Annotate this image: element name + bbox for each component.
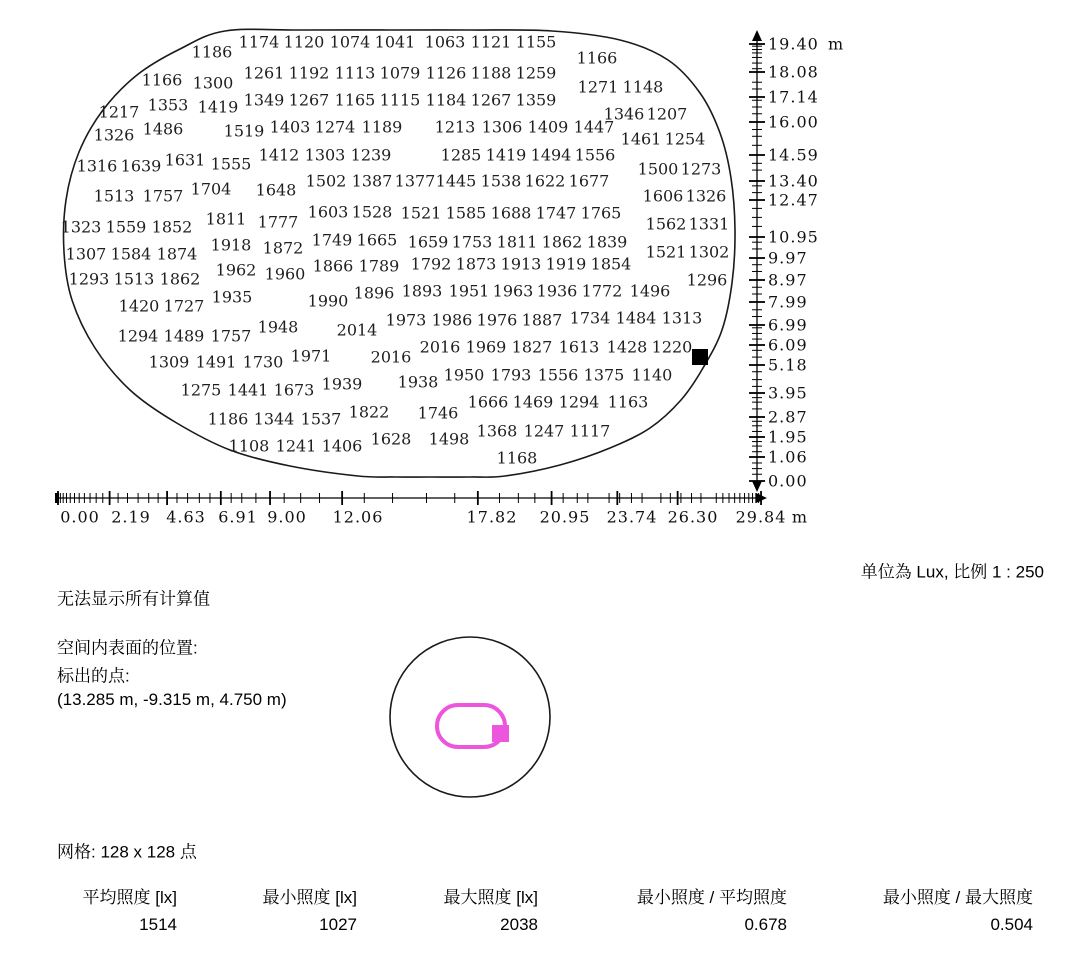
vertical-ruler-label: 17.14 [768, 87, 819, 107]
illuminance-value: 1121 [470, 32, 512, 52]
illuminance-value: 1188 [470, 63, 512, 83]
illuminance-value: 1267 [470, 90, 512, 110]
illuminance-value: 1537 [300, 409, 342, 429]
illuminance-value: 1303 [304, 145, 346, 165]
illuminance-value: 1079 [379, 63, 421, 83]
illuminance-value: 1854 [590, 254, 632, 274]
illuminance-value: 1353 [147, 95, 189, 115]
illuminance-value: 1513 [113, 269, 155, 289]
illuminance-value: 1765 [580, 203, 622, 223]
marked-point-label: 标出的点: [57, 666, 130, 686]
illuminance-value: 1746 [417, 403, 459, 423]
illuminance-value: 1120 [283, 32, 325, 52]
illuminance-value: 1207 [646, 104, 688, 124]
illuminance-value: 1772 [581, 281, 623, 301]
illuminance-value: 1174 [238, 32, 280, 52]
illuminance-value: 1521 [645, 242, 687, 262]
illuminance-value: 2016 [419, 337, 461, 357]
illuminance-value: 1428 [606, 337, 648, 357]
illuminance-value: 1990 [307, 291, 349, 311]
illuminance-value: 1628 [370, 429, 412, 449]
illuminance-value: 1375 [583, 365, 625, 385]
illuminance-value: 2014 [336, 320, 378, 340]
vertical-ruler-label: 6.09 [768, 335, 808, 355]
stats-value: 2038 [500, 915, 538, 934]
horizontal-ruler-label: 29.84 [735, 507, 787, 527]
illuminance-value: 1963 [492, 281, 534, 301]
minimap-marked-point-square [492, 725, 509, 742]
illuminance-value: 1441 [227, 380, 269, 400]
illuminance-value: 1166 [576, 48, 618, 68]
vertical-ruler-label: 5.18 [768, 355, 808, 375]
illuminance-value: 1326 [685, 186, 727, 206]
illuminance-value: 1919 [545, 254, 587, 274]
vertical-ruler-label: 18.08 [768, 62, 819, 82]
vertical-ruler-bottom-arrow [752, 481, 762, 492]
unit-scale-note: 单位為 Lux, 比例 1 : 250 [860, 562, 1044, 582]
illuminance-value: 1562 [645, 214, 687, 234]
illuminance-value: 1918 [210, 235, 252, 255]
illuminance-value: 1359 [515, 90, 557, 110]
illuminance-value: 1973 [385, 310, 427, 330]
illuminance-value: 1323 [60, 217, 102, 237]
illuminance-value: 1500 [637, 159, 679, 179]
illuminance-value: 1688 [490, 203, 532, 223]
illuminance-value: 1420 [118, 296, 160, 316]
illuminance-value: 1935 [211, 287, 253, 307]
illuminance-value: 1727 [163, 296, 205, 316]
illuminance-value: 1556 [574, 145, 616, 165]
illuminance-value: 1631 [164, 150, 206, 170]
vertical-ruler-label: 13.40 [768, 171, 819, 191]
illuminance-value: 1409 [527, 117, 569, 137]
marked-point-square [692, 349, 708, 365]
stats-column [83, 888, 177, 935]
illuminance-value: 1368 [476, 421, 518, 441]
illuminance-value: 1294 [558, 392, 600, 412]
illuminance-value: 1873 [455, 254, 497, 274]
minimap-circle [390, 637, 550, 797]
vertical-ruler-label: 19.40 [768, 34, 819, 54]
illuminance-value: 1419 [485, 145, 527, 165]
illuminance-value: 1377 [394, 171, 436, 191]
illuminance-value: 1326 [93, 125, 135, 145]
illuminance-value: 1115 [379, 90, 421, 110]
illuminance-value: 1962 [215, 260, 257, 280]
illuminance-value: 1502 [305, 171, 347, 191]
illuminance-value: 1887 [521, 310, 563, 330]
illuminance-value: 1603 [307, 202, 349, 222]
illuminance-value: 1484 [615, 308, 657, 328]
illuminance-value: 1893 [401, 281, 443, 301]
vertical-ruler-label: 8.97 [768, 270, 808, 290]
illuminance-value: 1349 [243, 90, 285, 110]
vertical-ruler-label: 16.00 [768, 112, 819, 132]
stats-column [263, 888, 357, 935]
vertical-ruler-label: 1.95 [768, 427, 808, 447]
illuminance-value: 1666 [467, 392, 509, 412]
illuminance-value: 1960 [264, 264, 306, 284]
illuminance-value: 1792 [410, 254, 452, 274]
illuminance-value: 1606 [642, 186, 684, 206]
horizontal-ruler-label: 4.63 [166, 507, 206, 527]
illuminance-value: 1261 [243, 63, 285, 83]
illuminance-value: 1874 [156, 244, 198, 264]
illuminance-value: 1491 [195, 352, 237, 372]
illuminance-value: 1213 [434, 117, 476, 137]
illuminance-value: 1613 [558, 337, 600, 357]
illuminance-value: 1673 [273, 380, 315, 400]
illuminance-value: 1811 [496, 232, 538, 252]
illuminance-value: 1273 [680, 159, 722, 179]
illuminance-value: 1166 [141, 70, 183, 90]
illuminance-value: 1108 [228, 436, 270, 456]
illuminance-value: 1217 [98, 102, 140, 122]
illuminance-value: 1387 [351, 171, 393, 191]
illuminance-value: 1521 [400, 203, 442, 223]
illuminance-value: 1489 [163, 326, 205, 346]
illuminance-value: 1309 [148, 352, 190, 372]
horizontal-ruler-label: 20.95 [539, 507, 591, 527]
illuminance-value: 1271 [577, 77, 619, 97]
horizontal-ruler-label: 12.06 [332, 507, 384, 527]
illuminance-value: 1822 [348, 402, 390, 422]
horizontal-ruler-label: 9.00 [267, 507, 307, 527]
illuminance-value: 1948 [257, 317, 299, 337]
illuminance-value: 1827 [511, 337, 553, 357]
illuminance-value: 1189 [361, 117, 403, 137]
illuminance-value: 1186 [191, 42, 233, 62]
illuminance-value: 1584 [110, 244, 152, 264]
stats-column [883, 888, 1033, 935]
illuminance-value: 1730 [242, 352, 284, 372]
illuminance-value: 1316 [76, 156, 118, 176]
horizontal-ruler-label: 2.19 [111, 507, 151, 527]
illuminance-value: 1168 [496, 448, 538, 468]
illuminance-value: 1559 [105, 217, 147, 237]
stats-header: 最大照度 [lx] [443, 888, 538, 907]
grid-info: 网格: 128 x 128 点 [57, 842, 197, 862]
illuminance-value: 1811 [205, 209, 247, 229]
illuminance-value: 1494 [530, 145, 572, 165]
horizontal-ruler-label: 0.00 [60, 507, 100, 527]
illuminance-value: 1789 [358, 256, 400, 276]
illuminance-value: 1241 [275, 436, 317, 456]
illuminance-value: 1872 [262, 238, 304, 258]
horizontal-ruler-label: 26.30 [667, 507, 719, 527]
illuminance-value: 1585 [445, 203, 487, 223]
illuminance-value: 1406 [321, 436, 363, 456]
illuminance-value: 1294 [117, 326, 159, 346]
illuminance-value: 1556 [537, 365, 579, 385]
stats-value: 1027 [319, 915, 357, 934]
illuminance-value: 1063 [424, 32, 466, 52]
illuminance-value: 1285 [440, 145, 482, 165]
stats-header: 最小照度 / 最大照度 [882, 888, 1033, 907]
illuminance-value: 1936 [536, 281, 578, 301]
vertical-ruler-label: 3.95 [768, 383, 808, 403]
illuminance-value: 1313 [661, 308, 703, 328]
illuminance-value: 1148 [622, 77, 664, 97]
illuminance-value: 1976 [476, 310, 518, 330]
illuminance-value: 1117 [569, 421, 611, 441]
illuminance-value: 1247 [523, 421, 565, 441]
vertical-ruler-label: 0.00 [768, 471, 808, 491]
illuminance-value: 1986 [431, 310, 473, 330]
illuminance-value: 1447 [573, 117, 615, 137]
illuminance-value: 1486 [142, 119, 184, 139]
illuminance-value: 1747 [535, 203, 577, 223]
illuminance-value: 1186 [207, 409, 249, 429]
stats-value: 1514 [139, 915, 177, 934]
illuminance-value: 1665 [356, 230, 398, 250]
surface-position-title: 空间内表面的位置: [57, 638, 198, 658]
illuminance-value: 1192 [288, 63, 330, 83]
illuminance-value: 1519 [223, 121, 265, 141]
illuminance-value: 1749 [311, 230, 353, 250]
illuminance-value: 1461 [620, 129, 662, 149]
illuminance-value: 1555 [210, 154, 252, 174]
stats-column [637, 888, 787, 935]
illuminance-value: 2016 [370, 347, 412, 367]
illuminance-value: 1293 [68, 269, 110, 289]
illuminance-value: 1866 [312, 256, 354, 276]
illuminance-value: 1852 [151, 217, 193, 237]
illuminance-value: 1971 [290, 346, 332, 366]
illuminance-value: 1538 [480, 171, 522, 191]
illuminance-value: 1296 [686, 270, 728, 290]
horizontal-ruler-unit: m [791, 507, 809, 527]
illuminance-value: 1753 [451, 232, 493, 252]
stats-value: 0.678 [744, 915, 787, 934]
illuminance-value: 1951 [448, 281, 490, 301]
stats-header: 最小照度 / 平均照度 [636, 888, 787, 907]
vertical-ruler-label: 7.99 [768, 292, 808, 312]
illuminance-value: 1259 [515, 63, 557, 83]
vertical-ruler-label: 6.99 [768, 315, 808, 335]
illuminance-value: 1757 [210, 326, 252, 346]
illuminance-value: 1331 [688, 214, 730, 234]
illuminance-value: 1275 [180, 380, 222, 400]
vertical-ruler-label: 12.47 [768, 190, 819, 210]
illuminance-value: 1639 [120, 156, 162, 176]
illuminance-value: 1300 [192, 73, 234, 93]
stats-column [444, 888, 538, 935]
marked-point-coords: (13.285 m, -9.315 m, 4.750 m) [57, 690, 287, 709]
illuminance-value: 1113 [334, 63, 376, 83]
illuminance-value: 1734 [569, 308, 611, 328]
illuminance-value: 1140 [631, 365, 673, 385]
illuminance-value: 1862 [541, 232, 583, 252]
horizontal-ruler-label: 23.74 [606, 507, 658, 527]
illuminance-value: 1777 [257, 212, 299, 232]
horizontal-ruler-label: 6.91 [218, 507, 258, 527]
illuminance-value: 1220 [651, 337, 693, 357]
vertical-ruler-top-arrow [752, 30, 762, 41]
vertical-ruler-label: 9.97 [768, 248, 808, 268]
illuminance-value: 1344 [253, 409, 295, 429]
illuminance-value: 1969 [465, 337, 507, 357]
illuminance-value: 1254 [664, 129, 706, 149]
stats-header: 平均照度 [lx] [82, 888, 177, 907]
illuminance-value: 1839 [586, 232, 628, 252]
illuminance-value: 1267 [288, 90, 330, 110]
illuminance-value: 1469 [512, 392, 554, 412]
illuminance-value: 1306 [481, 117, 523, 137]
illuminance-value: 1793 [490, 365, 532, 385]
illuminance-value: 1677 [568, 171, 610, 191]
illuminance-value: 1913 [500, 254, 542, 274]
vertical-ruler-unit: m [828, 34, 845, 54]
vertical-ruler-label: 2.87 [768, 407, 808, 427]
illuminance-value: 1939 [321, 374, 363, 394]
illuminance-value: 1412 [258, 145, 300, 165]
illuminance-value: 1126 [425, 63, 467, 83]
illuminance-value: 1041 [374, 32, 416, 52]
illuminance-value: 1274 [314, 117, 356, 137]
illuminance-value: 1496 [629, 281, 671, 301]
illuminance-value: 1862 [159, 269, 201, 289]
illuminance-value: 1302 [688, 242, 730, 262]
illuminance-value: 1307 [65, 244, 107, 264]
illuminance-value: 1704 [190, 179, 232, 199]
illuminance-value: 1403 [269, 117, 311, 137]
illuminance-value: 1239 [350, 145, 392, 165]
illuminance-value: 1419 [197, 97, 239, 117]
illuminance-value: 1622 [524, 171, 566, 191]
illuminance-value: 1184 [425, 90, 467, 110]
illuminance-value: 1528 [351, 202, 393, 222]
illuminance-value: 1896 [353, 283, 395, 303]
vertical-ruler-label: 10.95 [768, 227, 819, 247]
illuminance-value: 1659 [407, 232, 449, 252]
illuminance-value: 1648 [255, 180, 297, 200]
illuminance-value: 1155 [515, 32, 557, 52]
vertical-ruler-label: 1.06 [768, 447, 808, 467]
illuminance-value: 1950 [443, 365, 485, 385]
illuminance-value: 1163 [607, 392, 649, 412]
illuminance-value: 1346 [603, 104, 645, 124]
illuminance-value: 1498 [428, 429, 470, 449]
cannot-display-note: 无法显示所有计算值 [57, 589, 210, 609]
illuminance-value: 1074 [329, 32, 371, 52]
stats-header: 最小照度 [lx] [262, 888, 357, 907]
illuminance-value: 1445 [435, 171, 477, 191]
vertical-ruler-label: 14.59 [768, 145, 819, 165]
illuminance-value: 1165 [334, 90, 376, 110]
horizontal-ruler-label: 17.82 [466, 507, 518, 527]
stats-value: 0.504 [990, 915, 1033, 934]
illuminance-value: 1757 [142, 186, 184, 206]
illuminance-value: 1513 [93, 186, 135, 206]
illuminance-value: 1938 [397, 372, 439, 392]
